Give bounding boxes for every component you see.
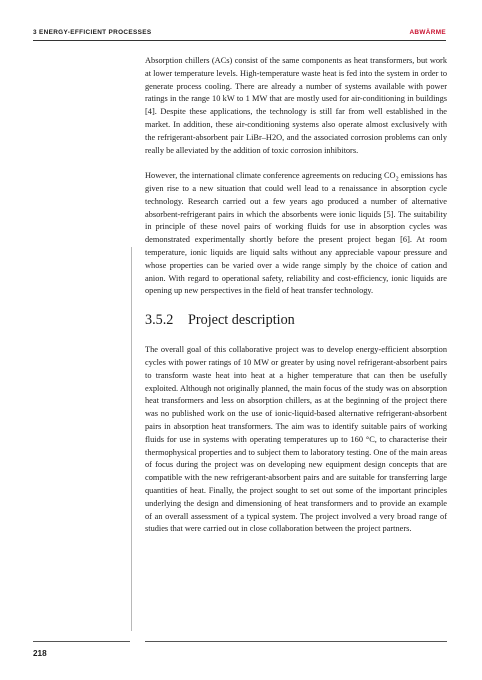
- section-title: Project description: [188, 312, 295, 329]
- section-label: ABWÄRME: [409, 29, 446, 36]
- footer-rule-left: [33, 641, 130, 642]
- paragraph-absorption-chillers: Absorption chillers (ACs) consist of the same components as heat transformers, but work at lower temperature levels. High-temperature waste heat is fed into the system in order to generate process cooling. There are already a number of systems available with power ratings in the range 10 kW to 1 MW that are mostly used for air-conditioning in buildings [4]. Despite these applications, the technology is still far from well established in the market. In addition, these air-conditioning systems also operate almost exclusively with the refrigerant-absorbent pair LiBr–H2O, and the associated corrosion problems can only really be alleviated by the addition of toxic corrosion inhibitors.: [145, 56, 447, 155]
- page-number: 218: [33, 649, 47, 658]
- section-number: 3.5.2: [145, 312, 174, 329]
- running-header: [33, 27, 446, 41]
- paragraph-climate-agreements: [145, 170, 447, 298]
- paragraph-climate-part-2: emissions has given rise to a new situation that could well lead to a renaissance in absorption cycle technology. Research carried out a few years ago produced a number of alternative absorbent-refrigerant pairs in which the absorbents were ionic liquids [5]. The suitability in principle of these novel pairs of working fluids for use in absorption cycles was demonstrated experimentally shortly before the present project began [6]. At room temperature, ionic liquids are liquid salts without any appreciable vapour pressure and whose properties can be varied over a wide range simply by the choice of cation and anion. With regard to operational safety, reliability and cost-efficiency, ionic liquids are opening up new perspectives in the field of heat transfer technology.: [145, 171, 447, 296]
- chapter-title: 3 ENERGY-EFFICIENT PROCESSES: [33, 29, 152, 36]
- paragraph-project-description: The overall goal of this collaborative project was to develop energy-efficient absorption cycles with power ratings of 10 MW or greater by using novel refrigerant-absorbent pairs to transform waste heat into heat at a higher temperature that can then be usefully exploited. Although not originally planned, the main focus of the study was on absorption heat transformers and less on absorption chillers, as at the beginning of the project there was no published work on the use of ionic-liquid-based alternative refrigerant-absorbent pairs in absorption heat transformers. The aim was to identify suitable pairs of working fluids for use in systems with operating temperatures up to 160 °C, to characterise their thermophysical properties and to subject them to laboratory testing. One of the main areas of focus during the project was on developing new equipment design concepts that are compatible with the new refrigerant-absorbent pairs and are suitable for transferring large quantities of heat. Finally, the project sought to set out some of the important principles underlying the design and dimensioning of heat transformers and to provide an example of an overall assessment of a typical system. The project involved a very broad range of studies that were carried out in close collaboration between the project partners.: [145, 345, 447, 534]
- margin-rule: [131, 247, 132, 631]
- section-heading: [145, 311, 447, 329]
- paragraph-climate-part-1: However, the international climate conference agreements on reducing CO: [145, 171, 396, 181]
- co2-subscript: 2: [395, 176, 399, 183]
- footer-rule-right: [145, 641, 447, 642]
- body-text: [145, 55, 447, 536]
- header-rule: [33, 40, 446, 41]
